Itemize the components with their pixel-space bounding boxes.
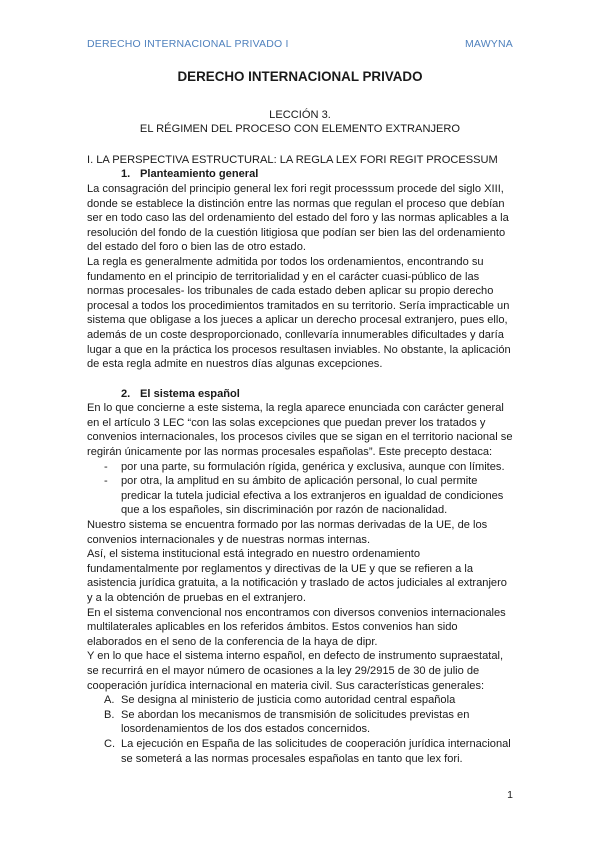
subsection-heading-1 [121, 167, 513, 182]
list-marker: - [104, 460, 108, 473]
paragraph: La regla es generalmente admitida por todos los ordenamientos, encontrando su fundamento en el principio de territorialidad y en el carácter cuasi-público de las normas procesales- los tribunales de cada estado deben aplicar su propio derecho procesal a todos los procedimientos tramitados en su territorio. Sería impracticable un sistema que obligase a los jueces a aplicar un derecho procesal extranjero, pues ello, además de un coste desproporcionado, conllevaría innumerables dificultades y daría lugar a que en la práctica los procesos resultasen inviables. No obstante, la aplicación de esta regla admite en nuestros días algunas excepciones. [87, 255, 511, 371]
subsection-number: 1. [121, 168, 131, 181]
list-marker: B. [104, 708, 115, 721]
spacer [87, 372, 513, 387]
list-item [87, 474, 513, 518]
lesson-heading [87, 108, 513, 137]
lesson-title: EL RÉGIMEN DEL PROCESO CON ELEMENTO EXTRANJERO [139, 123, 461, 136]
paragraph: La consagración del principio general lex fori regit processsum procede del siglo XIII, donde se establece la distinción entre las normas que regulan el proceso que debían ser en todo caso las del ordenamiento del estado del foro y las normas aplicables a la resolución del fondo de la cuestión litigiosa que podían ser bien las del ordenamiento del estado del foro o bien las de otro estado. [87, 182, 509, 254]
header-author: MAWYNA [464, 38, 513, 50]
list-item [87, 693, 513, 708]
list-marker: A. [104, 694, 115, 707]
list-item-text: por una parte, su formulación rígida, genérica y exclusiva, aunque con límites. [121, 460, 505, 473]
subsection-heading-2 [121, 387, 513, 402]
list-item-text: por otra, la amplitud en su ámbito de aplicación personal, lo cual permite predicar la tutela judicial efectiva a los extranjeros en igualdad de condiciones que a los españoles, sin discriminación por razón de nacionalidad. [121, 475, 504, 517]
list-item-text: La ejecución en España de las solicitudes de cooperación jurídica internacional se someterá a las normas procesales españolas en tanto que lex fori. [121, 737, 511, 765]
paragraph: En lo que concierne a este sistema, la regla aparece enunciada con carácter general en el artículo 3 LEC “con las solas excepciones que puedan prever los tratados y convenios internacionales, los procesos civiles que se sigan en el territorio nacional se regirán únicamente por las normas procesales españolas”. Este precepto destaca: [87, 402, 513, 459]
section-title: I. LA PERSPECTIVA ESTRUCTURAL: LA REGLA LEX FORI REGIT PROCESSUM [87, 153, 498, 166]
subsection-title: El sistema español [140, 387, 240, 400]
paragraph: Así, el sistema institucional está integrado en nuestro ordenamiento fundamentalmente por reglamentos y directivas de la UE y que se refieren a la asistencia jurídica gratuita, a la notificación y traslado de actos judiciales al extranjero y a la obtención de pruebas en el extranjero. [87, 548, 507, 604]
header-course-title: DERECHO INTERNACIONAL PRIVADO I [87, 38, 289, 50]
paragraph: En el sistema convencional nos encontramos con diversos convenios internacionales multilaterales aplicables en los referidos ámbitos. Estos convenios han sido elaborados en el seno de la conferencia de la haya de dipr. [87, 606, 506, 648]
page-number: 1 [507, 789, 513, 801]
document-title: DERECHO INTERNACIONAL PRIVADO [177, 69, 423, 84]
list-marker: - [104, 475, 108, 488]
document-body [87, 70, 513, 766]
paragraph: Nuestro sistema se encuentra formado por las normas derivadas de la UE, de los convenios internacionales y de nuestras normas internas. [87, 519, 488, 546]
list-marker: C. [104, 737, 116, 750]
lesson-number: LECCIÓN 3. [269, 108, 331, 121]
list-item-text: Se abordan los mecanismos de transmisión de solicitudes previstas en losordenamientos de los dos estados concernidos. [121, 708, 470, 736]
dash-list [87, 460, 513, 518]
list-item [87, 737, 513, 766]
paragraph: Y en lo que hace el sistema interno español, en defecto de instrumento supraestatal, se recurrirá en el mayor número de ocasiones a la ley 29/2915 de 30 de julio de cooperación jurídica internacional en materia civil. Sus características generales: [87, 650, 504, 692]
subsection-title: Planteamiento general [140, 168, 259, 181]
list-item [87, 460, 513, 475]
lettered-list [87, 693, 513, 766]
subsection-number: 2. [121, 387, 131, 400]
list-item-text: Se designa al ministerio de justicia como autoridad central española [121, 694, 456, 707]
list-item [87, 708, 513, 737]
